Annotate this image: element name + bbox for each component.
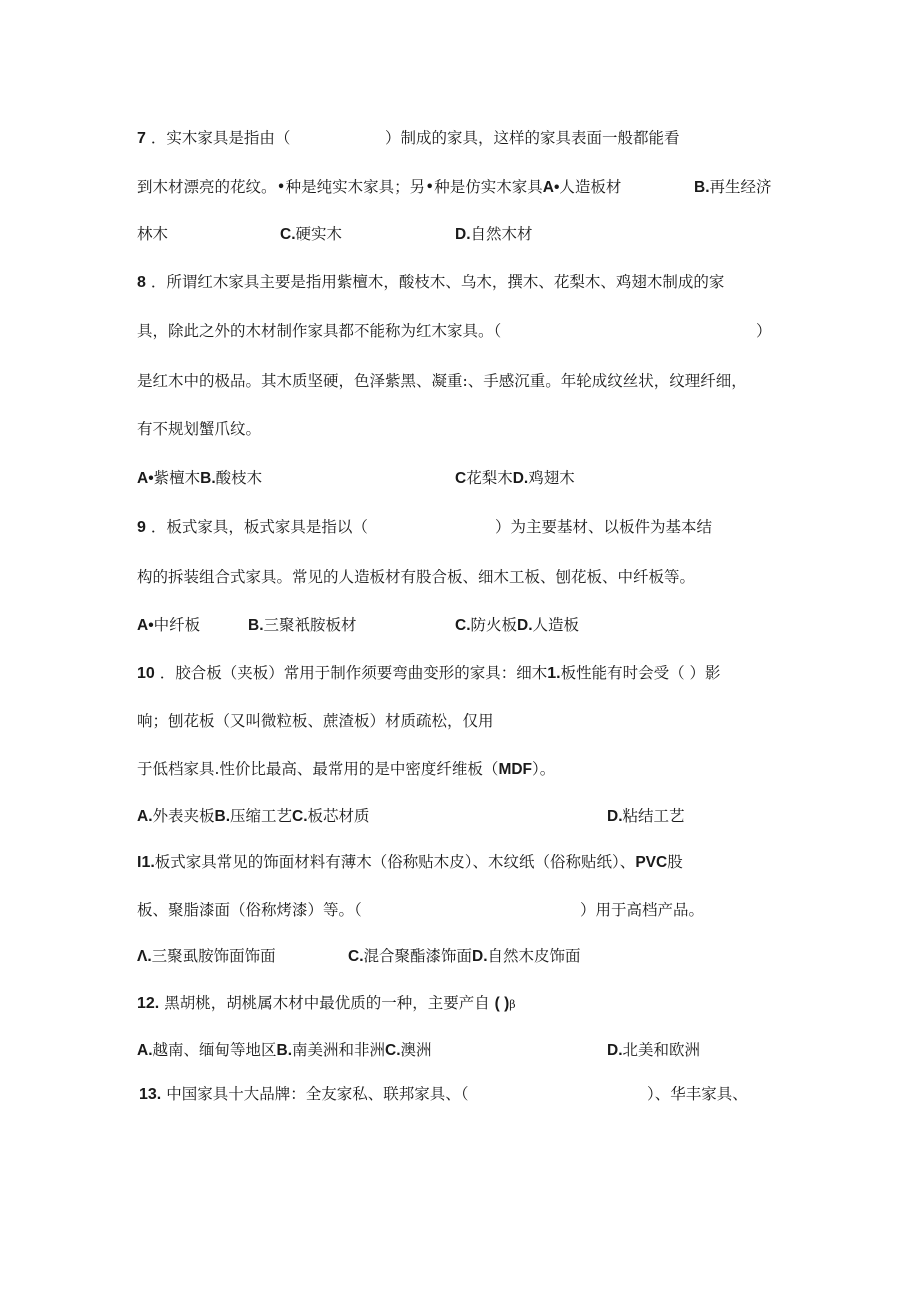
- q11-number: I1.: [137, 854, 155, 871]
- q12-option-d-label: D.: [607, 1042, 623, 1059]
- q10-options: [137, 805, 685, 828]
- q10-option-b-text: 压缩工艺: [230, 807, 293, 825]
- q8-blank-close: ）: [756, 322, 772, 340]
- q8-option-d-label: D.: [512, 470, 529, 487]
- q7-line-2: [137, 176, 772, 199]
- q8-line-3-text: 是红木中的极品。其木质坚硬，色泽紫黑、凝重:、手感沉重。年轮成纹丝状，纹理纤细，: [137, 372, 747, 390]
- q11-option-c-text: 混合聚酯漆饰面: [363, 947, 473, 965]
- q8-line-1: [137, 271, 724, 294]
- q10-mdf-label: MDF: [498, 761, 533, 778]
- q7-line-1: [137, 127, 680, 150]
- q8-option-a-label: A•: [137, 470, 154, 487]
- q9-option-c-label: C.: [455, 617, 471, 634]
- q10-line-3-text: 于低档家具.性价比最高、最常用的是中密度纤维板（: [137, 760, 499, 778]
- q9-number: 9: [137, 519, 146, 536]
- q7-option-a-text: 人造板材: [559, 178, 622, 196]
- q7-text-before-blank: ．实木家具是指由（: [150, 129, 291, 147]
- q10-option-d-text: 粘结工艺: [622, 807, 685, 825]
- q10-option-a-label: A.: [137, 808, 153, 825]
- q9-option-b-label: B.: [248, 617, 264, 634]
- q7-option-b-text-cont: 林木: [137, 225, 169, 243]
- q13-number: 13.: [139, 1086, 162, 1103]
- q9-line-2: [137, 566, 695, 588]
- q8-option-a-text: 紫檀木: [153, 469, 201, 487]
- q11-option-a-text: 三聚虱胺饰面饰面: [151, 947, 276, 965]
- q9-line-1: [137, 516, 713, 539]
- q13-line-1: [139, 1083, 748, 1106]
- q7-option-d-text: 自然木材: [470, 225, 533, 243]
- q12-option-b-label: B.: [276, 1042, 293, 1059]
- q10-line-1-text: ．胶合板（夹板）常用于制作须要弯曲变形的家具：细木: [159, 664, 548, 682]
- q11-options: [137, 945, 581, 968]
- q12-line-1: [137, 992, 516, 1016]
- q7-number: 7: [137, 130, 146, 147]
- q10-line-2: [137, 710, 494, 732]
- q8-line-2: [137, 320, 772, 342]
- q12-option-a-text: 越南、缅甸等地区: [152, 1041, 277, 1059]
- q11-line-1-text-end: 股: [667, 853, 683, 871]
- q9-option-b-text: 三聚衹胺板材: [263, 616, 357, 634]
- q8-line-4-text: 有不规划蟹爪纹。: [137, 420, 262, 438]
- q10-option-a-text: 外表夹板: [152, 807, 215, 825]
- q9-option-d-label: D.: [517, 617, 533, 634]
- q8-option-b-text: 酸枝木: [215, 469, 263, 487]
- q7-text-after-blank: ）制成的家具，这样的家具表面一般都能看: [385, 129, 680, 147]
- q8-line-4: [137, 418, 261, 440]
- q7-option-b-text: 再生经济: [709, 178, 772, 196]
- q9-option-a-label: A•: [137, 617, 154, 634]
- q7-option-a-label: A•: [542, 179, 560, 196]
- q10-option-c-text: 板芯材质: [307, 807, 370, 825]
- q8-line-2-text: 具，除此之外的木材制作家具都不能称为红木家具。（: [137, 322, 502, 340]
- q9-text-after-blank: ）为主要基材、以板件为基本结: [495, 518, 713, 536]
- q9-option-d-text: 人造板: [532, 616, 580, 634]
- q10-line-1-text-end: 板性能有时会受（ ）影: [560, 664, 721, 682]
- q12-option-c-label: C.: [385, 1042, 401, 1059]
- q12-stray-mark: β: [509, 998, 516, 1011]
- q10-line-1: [137, 662, 721, 685]
- q12-option-b-text: 南美洲和非洲: [292, 1041, 386, 1059]
- q9-text-before-blank: ．板式家具，板式家具是指以（: [150, 518, 368, 536]
- q10-option-d-label: D.: [607, 808, 623, 825]
- q13-text-after-blank: ）、华丰家具、: [647, 1085, 748, 1103]
- q11-option-d-text: 自然木皮饰面: [487, 947, 581, 965]
- q12-options: [137, 1039, 701, 1062]
- q10-line-3: [137, 758, 555, 781]
- q7-line-3: [137, 223, 533, 245]
- q11-pvc-label: PVC: [635, 854, 668, 871]
- q10-option-c-label: C.: [292, 808, 308, 825]
- q11-text-before-blank: 板、聚脂漆面（俗称烤漆）等。（: [137, 901, 362, 919]
- q10-inline-number: 1.: [547, 665, 561, 682]
- q10-option-b-label: B.: [214, 808, 231, 825]
- q8-option-c-label: C: [455, 470, 467, 487]
- q8-option-c-text: 花梨木: [466, 469, 513, 487]
- q9-option-c-text: 防火板: [470, 616, 518, 634]
- q12-line-1-text: 黑胡桃，胡桃属木材中最优质的一种，主要产自: [164, 994, 490, 1012]
- q11-line-1: [137, 851, 683, 874]
- q11-line-2: [137, 899, 705, 921]
- q11-option-d-label: D.: [472, 948, 488, 965]
- q11-text-after-blank: ）用于高档产品。: [580, 901, 705, 919]
- q8-options: [137, 467, 575, 490]
- q7-option-d-label: D.: [455, 226, 471, 243]
- q9-line-2-text: 构的拆装组合式家具。常见的人造板材有股合板、细木工板、刨花板、中纤板等。: [137, 568, 696, 586]
- q10-line-2-text: 响；刨花板（又叫微粒板、蔗渣板）材质疏松，仅用: [137, 712, 494, 730]
- q10-line-3-text-end: ）。: [532, 760, 556, 778]
- q11-option-c-label: C.: [348, 948, 364, 965]
- q12-option-d-text: 北美和欧洲: [622, 1041, 701, 1059]
- q9-option-a-text: 中纤板: [153, 616, 201, 634]
- q12-option-a-label: A.: [137, 1042, 153, 1059]
- q12-option-c-text: 澳洲: [400, 1041, 432, 1059]
- q12-blank: ( ): [494, 995, 510, 1012]
- q10-number: 10: [137, 665, 155, 682]
- q8-number: 8: [137, 274, 146, 291]
- q13-text-before-blank: 中国家具十大品牌：全友家私、联邦家具、（: [166, 1085, 469, 1103]
- q11-line-1-text: 板式家具常见的饰面材料有薄木（俗称贴木皮）、木纹纸（俗称贴纸）、: [154, 853, 636, 871]
- q8-option-b-label: B.: [200, 470, 216, 487]
- q7-line-2-text: 到木材漂亮的花纹。•种是纯实木家具；另•种是仿实木家具: [137, 178, 543, 196]
- q12-number: 12.: [137, 995, 160, 1012]
- q7-option-b-label: B.: [694, 179, 710, 196]
- q8-line-3: [137, 370, 747, 392]
- q8-line-1-text: ．所谓红木家具主要是指用紫檀木，酸枝木、乌木，撰木、花梨木、鸡翅木制成的家: [150, 273, 725, 291]
- q9-options: [137, 614, 580, 637]
- q7-option-c-text: 硬实木: [295, 225, 343, 243]
- q7-option-c-label: C.: [280, 226, 296, 243]
- q8-option-d-text: 鸡翅木: [528, 469, 575, 487]
- q11-option-a-label: Λ.: [137, 948, 152, 965]
